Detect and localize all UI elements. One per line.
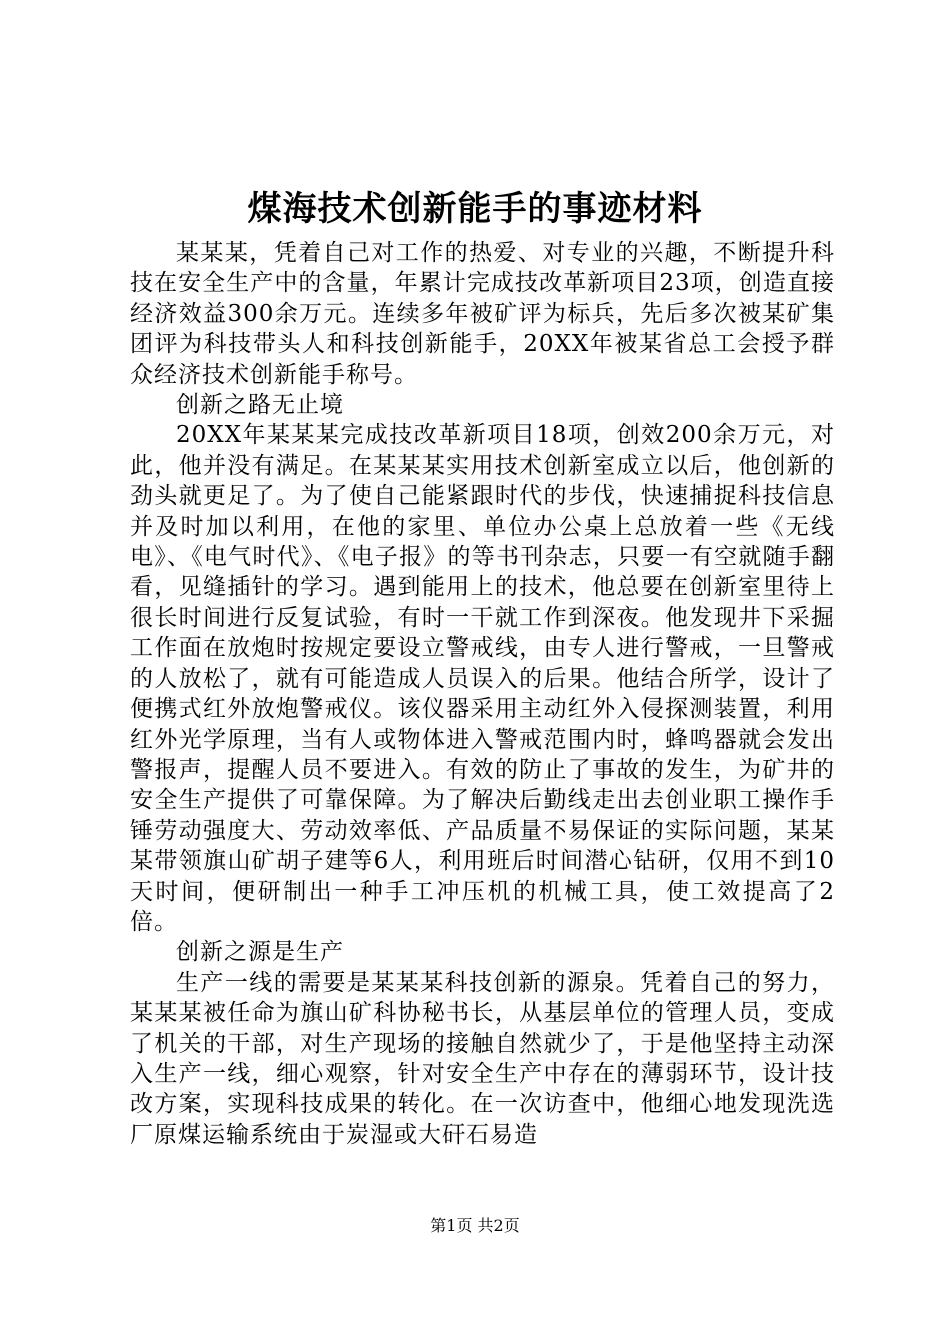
section-heading-innovation-road: 创新之路无止境: [176, 392, 344, 419]
paragraph-intro: 某某某，凭着自己对工作的热爱、对专业的兴趣，不断提升科技在安全生产中的含量，年累计完成技改革新项目23项，创造直接经济效益300余万元。连续多年被矿评为标兵，先后多次被某矿集团评为科技带头人和科技创新能手，20XX年被某省总工会授予群众经济技术创新能手称号。: [130, 240, 835, 388]
page-number-footer: 第1页 共2页: [430, 1216, 520, 1235]
document-title: 煤海技术创新能手的事迹材料: [247, 189, 703, 229]
document-body: [130, 238, 835, 1150]
paragraph-innovation-road: 20XX年某某某完成技改革新项目18项，创效200余万元，对此，他并没有满足。在某某某实用技术创新室成立以后，他创新的劲头就更足了。为了使自己能紧跟时代的步伐，快速捕捉科技信息并及时加以利用，在他的家里、单位办公桌上总放着一些《无线电》、《电气时代》、《电子报》的等书刊杂志，只要一有空就随手翻看，见缝插针的学习。遇到能用上的技术，他总要在创新室里待上很长时间进行反复试验，有时一干就工作到深夜。他发现井下采掘工作面在放炮时按规定要设立警戒线，由专人进行警戒，一旦警戒的人放松了，就有可能造成人员误入的后果。他结合所学，设计了便携式红外放炮警戒仪。该仪器采用主动红外入侵探测装置，利用红外光学原理，当有人或物体进入警戒范围内时，蜂鸣器就会发出警报声，提醒人员不要进入。有效的防止了事故的发生，为矿井的安全生产提供了可靠保障。为了解决后勤线走出去创业职工操作手锤劳动强度大、劳动效率低、产品质量不易保证的实际问题，某某某带领旗山矿胡子建等6人，利用班后时间潜心钻研，仅用不到10天时间，便研制出一种手工冲压机的机械工具，使工效提高了2倍。: [130, 422, 835, 935]
paragraph-innovation-source: 生产一线的需要是某某某科技创新的源泉。凭着自己的努力，某某某被任命为旗山矿科协秘书长，从基层单位的管理人员，变成了机关的干部，对生产现场的接触自然就少了，于是他坚持主动深入生产一线，细心观察，针对安全生产中存在的薄弱环节，设计技改方案，实现科技成果的转化。在一次访查中，他细心地发现洗选厂原煤运输系统由于炭湿或大矸石易造: [130, 969, 835, 1148]
section-heading-innovation-source: 创新之源是生产: [176, 939, 344, 966]
